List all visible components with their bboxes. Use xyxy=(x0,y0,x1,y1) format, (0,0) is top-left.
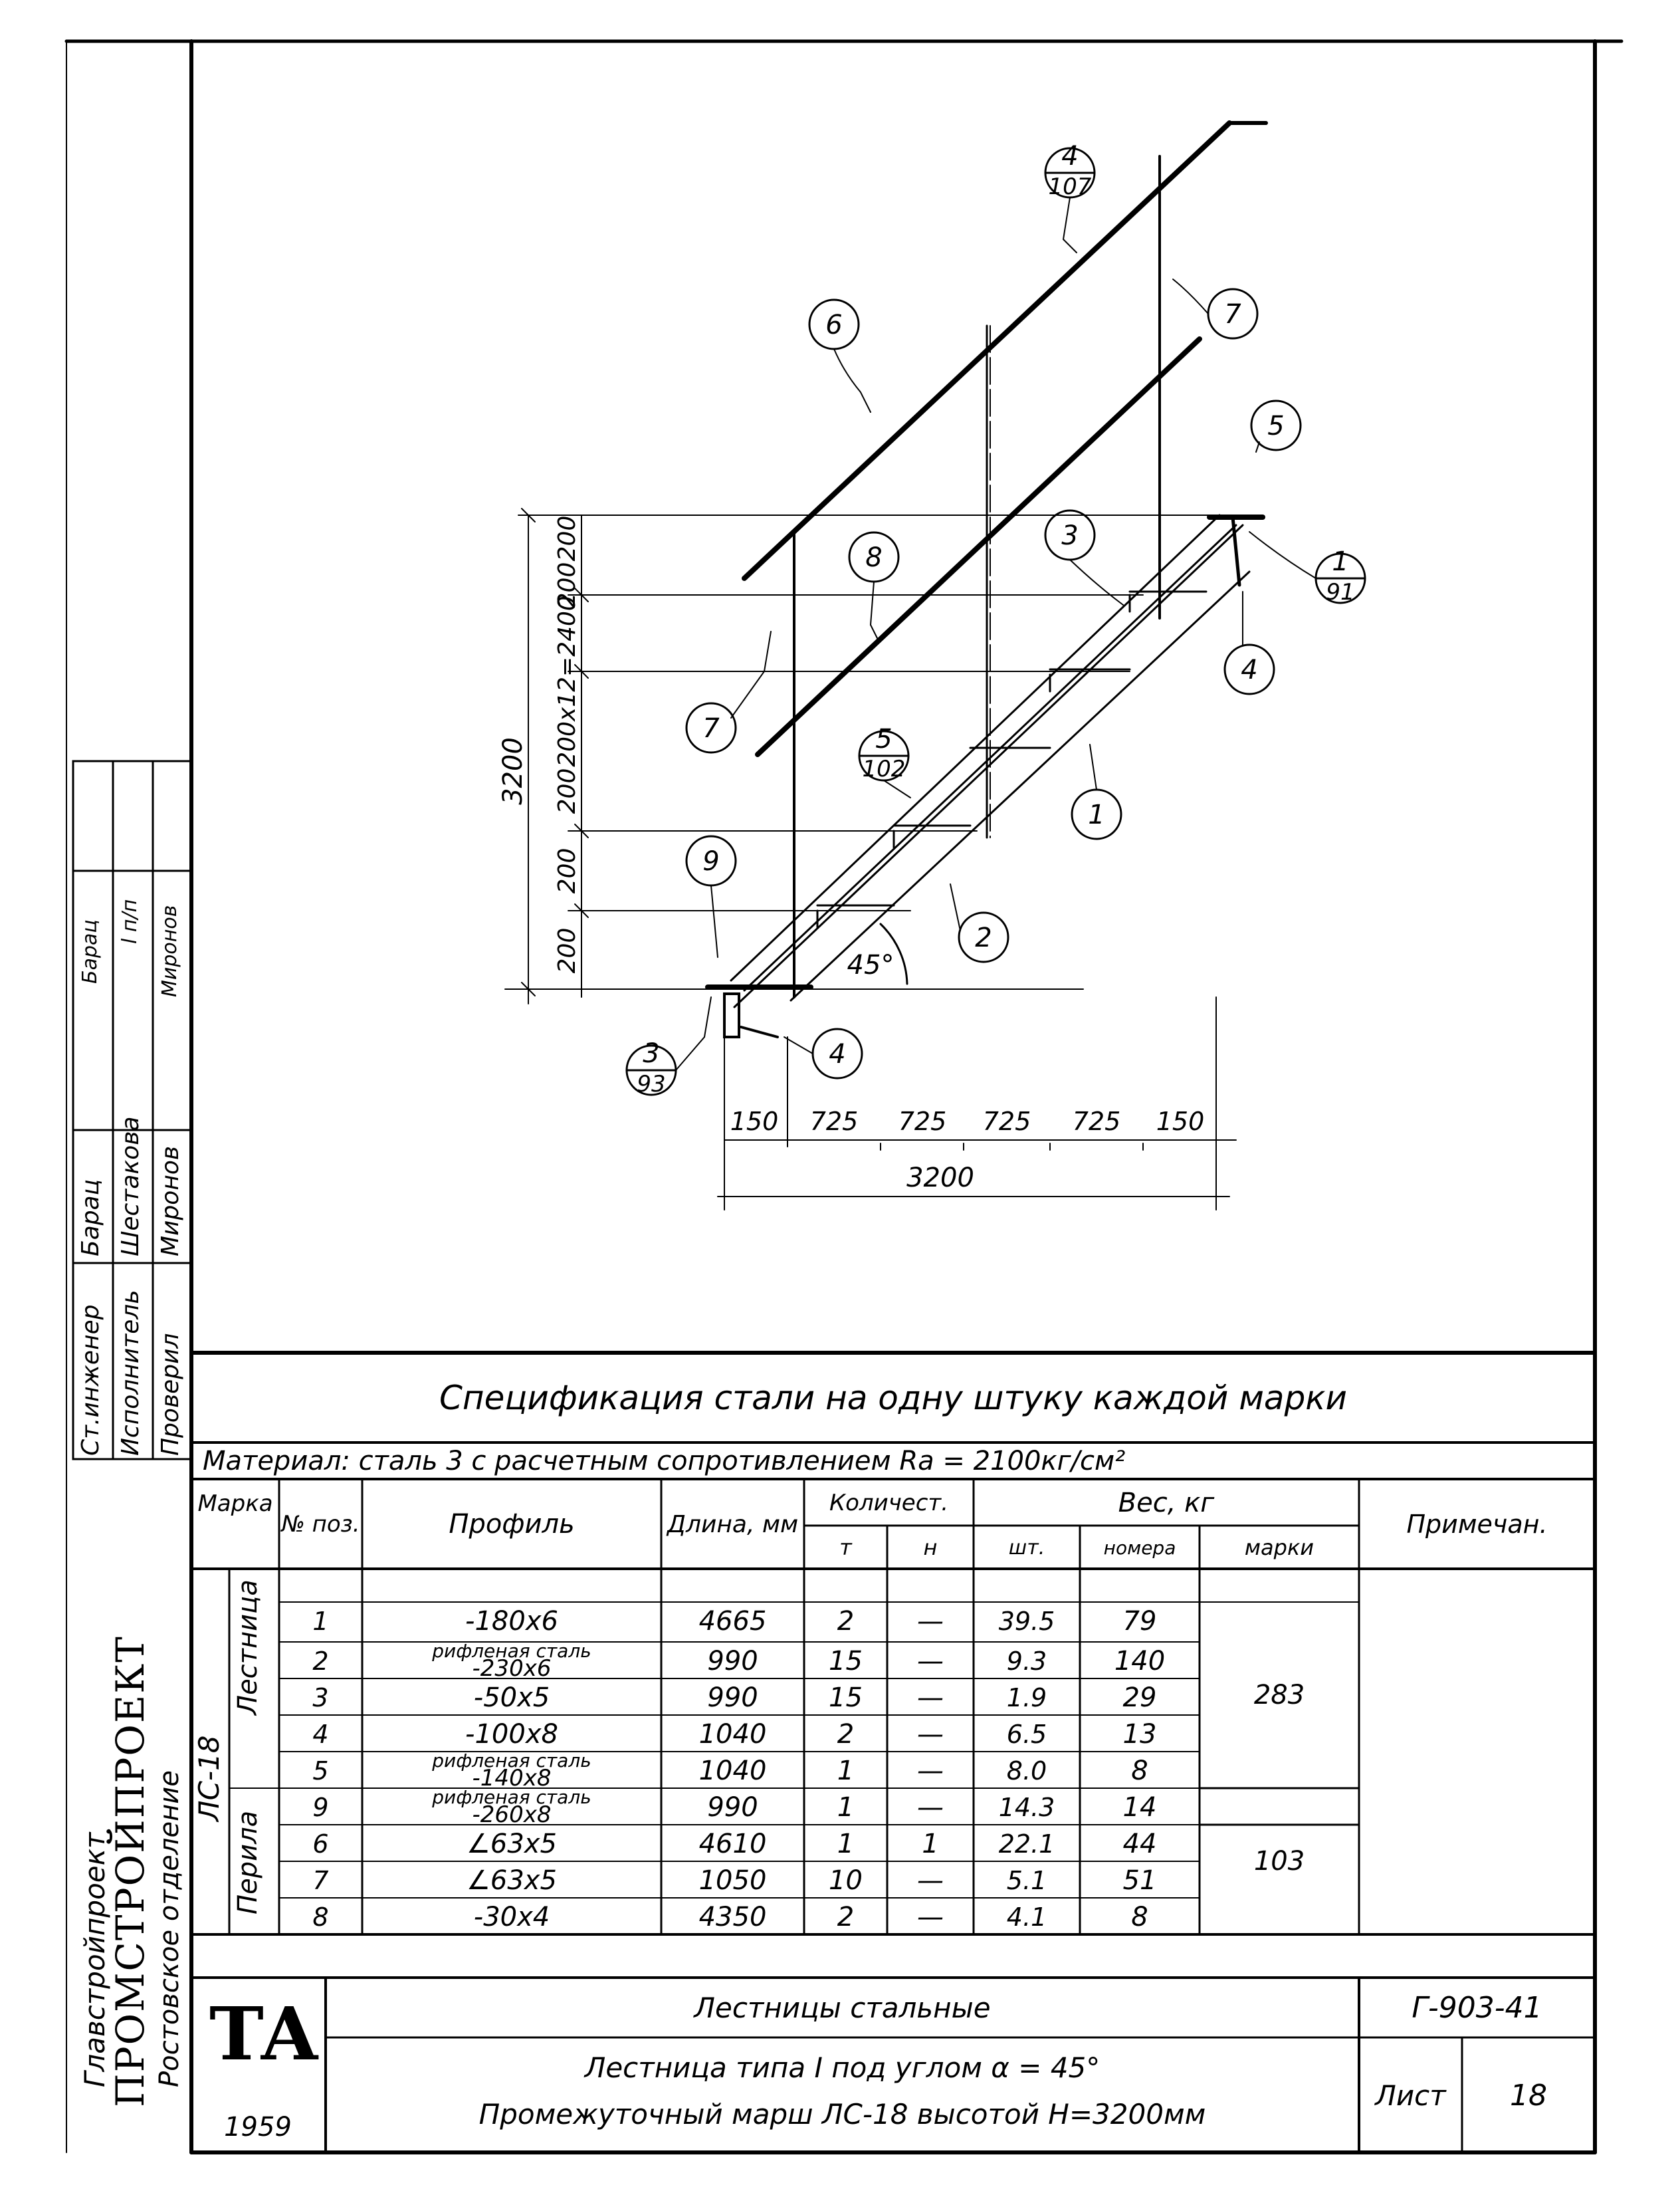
cell-qty-n: — xyxy=(917,1792,944,1823)
mark-label: ЛС-18 xyxy=(193,1735,225,1821)
cell-profile-note: рифленая сталь xyxy=(432,1639,591,1662)
cell-weight-nomera: 8 xyxy=(1131,1756,1148,1786)
callout-4-top: 4 xyxy=(1061,141,1079,172)
cell-qty-t: 1 xyxy=(837,1792,855,1823)
cell-qty-t: 1 xyxy=(837,1756,855,1786)
cell-weight-sht: 22.1 xyxy=(998,1829,1055,1859)
cell-profile: ∠63x5 xyxy=(467,1865,557,1896)
stamp-name-2: Шестакова xyxy=(117,1116,144,1256)
cell-weight-nomera: 79 xyxy=(1122,1606,1157,1637)
header-w-nomera: номера xyxy=(1103,1536,1176,1559)
cell-length: 1040 xyxy=(698,1756,767,1786)
cell-qty-t: 2 xyxy=(837,1606,855,1637)
callout-4-right: 4 xyxy=(1241,655,1258,685)
cell-qty-n: — xyxy=(917,1865,944,1896)
dim-h-6: 150 xyxy=(1156,1107,1205,1136)
callout-3: 3 xyxy=(1061,520,1079,551)
callout-5-mid: 5 xyxy=(875,724,892,754)
cell-weight-nomera: 13 xyxy=(1122,1719,1157,1750)
callout-3-bottom: 3 xyxy=(643,1038,660,1069)
cell-qty-n: — xyxy=(917,1606,944,1637)
stamp-name-1: Барац xyxy=(77,1179,104,1256)
callout-6: 6 xyxy=(825,310,843,340)
header-qty: Количест. xyxy=(829,1490,949,1516)
cell-weight-sht: 14.3 xyxy=(998,1793,1055,1822)
cell-weight-sht: 6.5 xyxy=(1006,1720,1047,1749)
header-pos: № поз. xyxy=(281,1511,360,1538)
stamp-role-3: Проверил xyxy=(157,1333,184,1456)
callout-93: 93 xyxy=(637,1071,666,1097)
header-w-marki: марки xyxy=(1244,1535,1314,1560)
cell-qty-n: — xyxy=(917,1756,944,1786)
callout-5-top: 5 xyxy=(1267,411,1285,441)
cell-length: 1040 xyxy=(698,1719,767,1750)
stamp-signature-3: Миронов xyxy=(158,905,181,997)
sheet-number: 18 xyxy=(1510,2078,1547,2113)
callout-102: 102 xyxy=(862,756,906,782)
cell-length: 4665 xyxy=(698,1606,767,1637)
cell-qty-n: — xyxy=(917,1719,944,1750)
cell-weight-sht: 39.5 xyxy=(998,1607,1055,1636)
org-line-2: ПРОМСТРОЙПРОЕКТ xyxy=(108,1635,153,2107)
cell-profile: -30x4 xyxy=(473,1902,550,1932)
cell-profile: -180x6 xyxy=(465,1606,558,1637)
callout-7-top: 7 xyxy=(1224,299,1241,330)
cell-qty-n: 1 xyxy=(922,1829,939,1859)
dim-v-1: 200 xyxy=(554,927,581,974)
header-weight: Вес, кг xyxy=(1118,1488,1215,1518)
cell-profile: -230x6 xyxy=(472,1655,552,1682)
header-qty-t: т xyxy=(839,1535,852,1560)
cell-weight-nomera: 51 xyxy=(1122,1865,1157,1896)
dim-v-3: 200 xyxy=(554,768,581,814)
callout-1-top: 1 xyxy=(1332,546,1349,577)
cell-weight-sht: 8.0 xyxy=(1006,1756,1047,1786)
cell-length: 990 xyxy=(707,1646,758,1676)
org-line-1: Главстройпроект xyxy=(78,1832,111,2087)
dim-total-width: 3200 xyxy=(906,1163,974,1193)
stamp-signature-2: l п/п xyxy=(118,899,142,944)
cell-qty-n: — xyxy=(917,1646,944,1676)
cell-weight-sht: 5.1 xyxy=(1006,1866,1047,1895)
cell-weight-nomera: 8 xyxy=(1131,1902,1148,1932)
cell-weight-nomera: 44 xyxy=(1122,1829,1157,1859)
dim-h-3: 725 xyxy=(898,1107,947,1136)
drawing-title: Лестницы стальные xyxy=(694,1992,991,2024)
header-qty-n: н xyxy=(923,1535,938,1560)
cell-profile: -50x5 xyxy=(473,1682,550,1713)
callout-91: 91 xyxy=(1326,579,1355,606)
cell-pos: 1 xyxy=(312,1607,329,1636)
cell-weight-nomera: 14 xyxy=(1122,1792,1157,1823)
cell-length: 1050 xyxy=(698,1865,767,1896)
cell-pos: 2 xyxy=(312,1647,329,1676)
marki-group2: 103 xyxy=(1253,1846,1305,1877)
cell-length: 990 xyxy=(707,1792,758,1823)
cell-profile-note: рифленая сталь xyxy=(432,1786,591,1808)
cell-qty-t: 1 xyxy=(837,1829,855,1859)
header-note: Примечан. xyxy=(1406,1510,1548,1539)
drawing-subtitle-1: Лестница типа I под углом α = 45° xyxy=(584,2051,1101,2084)
callout-4-bottom: 4 xyxy=(829,1039,846,1070)
cell-profile-note: рифленая сталь xyxy=(432,1749,591,1772)
callout-8: 8 xyxy=(865,542,883,573)
cell-weight-sht: 9.3 xyxy=(1006,1647,1047,1676)
cell-profile: -140x8 xyxy=(472,1765,552,1791)
dim-total-height: 3200 xyxy=(498,737,528,805)
callout-1: 1 xyxy=(1088,800,1105,830)
dim-h-5: 725 xyxy=(1072,1107,1121,1136)
org-line-3: Ростовское отделение xyxy=(154,1770,185,2087)
stamp-role-2: Исполнитель xyxy=(117,1290,144,1456)
spec-title: Спецификация стали на одну штуку каждой марки xyxy=(439,1378,1347,1417)
stamp-role-1: Ст.инженер xyxy=(77,1304,104,1456)
cell-profile: ∠63x5 xyxy=(467,1829,557,1859)
cell-pos: 5 xyxy=(312,1756,329,1786)
cell-length: 4350 xyxy=(698,1902,767,1932)
callout-2: 2 xyxy=(975,923,992,953)
angle-label: 45° xyxy=(847,950,894,980)
cell-qty-t: 2 xyxy=(837,1902,855,1932)
cell-length: 4610 xyxy=(698,1829,767,1859)
year: 1959 xyxy=(224,2112,292,2142)
logo: ТА xyxy=(209,1991,316,2077)
header-w-sht: шт. xyxy=(1008,1536,1045,1559)
dim-v-2: 200 xyxy=(554,848,581,894)
cell-qty-n: — xyxy=(917,1902,944,1932)
cell-weight-nomera: 140 xyxy=(1114,1646,1166,1676)
cell-weight-nomera: 29 xyxy=(1122,1682,1157,1713)
dim-v-4: 200x12=2400 xyxy=(554,596,581,767)
marki-group1: 283 xyxy=(1253,1680,1305,1710)
dim-h-4: 725 xyxy=(982,1107,1031,1136)
cell-pos: 8 xyxy=(312,1903,329,1932)
cell-weight-sht: 4.1 xyxy=(1006,1903,1047,1932)
cell-qty-n: — xyxy=(917,1682,944,1713)
dim-h-2: 725 xyxy=(809,1107,859,1136)
header-marka: Марка xyxy=(197,1490,273,1517)
cell-length: 990 xyxy=(707,1682,758,1713)
stamp-name-3: Миронов xyxy=(157,1145,184,1256)
cell-profile: -100x8 xyxy=(465,1719,558,1750)
cell-pos: 6 xyxy=(312,1829,329,1859)
header-length: Длина, мм xyxy=(667,1510,799,1538)
spec-material: Материал: сталь 3 с расчетным сопротивлением Rа = 2100кг/см² xyxy=(203,1446,1126,1476)
dim-v-6: 200 xyxy=(554,515,581,562)
cell-qty-t: 15 xyxy=(829,1682,863,1713)
callout-107: 107 xyxy=(1048,173,1092,200)
cell-qty-t: 2 xyxy=(837,1719,855,1750)
drawing-code: Г-903-41 xyxy=(1412,1991,1542,2025)
cell-pos: 3 xyxy=(312,1683,329,1712)
header-profile: Профиль xyxy=(449,1509,575,1540)
cell-profile: -260x8 xyxy=(472,1801,552,1828)
cell-weight-sht: 1.9 xyxy=(1006,1683,1047,1712)
cell-pos: 7 xyxy=(312,1866,329,1895)
cell-pos: 9 xyxy=(312,1793,329,1822)
callout-7-left: 7 xyxy=(702,713,720,744)
drawing-subtitle-2: Промежуточный марш ЛС-18 высотой Н=3200мм xyxy=(478,2097,1206,2131)
sheet-label: Лист xyxy=(1375,2079,1446,2112)
dim-h-1: 150 xyxy=(730,1107,779,1136)
stamp-signature-1: Барац xyxy=(78,919,102,984)
cell-qty-t: 10 xyxy=(829,1865,863,1896)
cell-pos: 4 xyxy=(312,1720,329,1749)
callout-9: 9 xyxy=(702,846,720,877)
dim-v-5: 200 xyxy=(554,562,581,608)
cell-qty-t: 15 xyxy=(829,1646,863,1676)
group-railing: Перила xyxy=(233,1810,263,1914)
group-ladder: Лестница xyxy=(233,1579,263,1715)
